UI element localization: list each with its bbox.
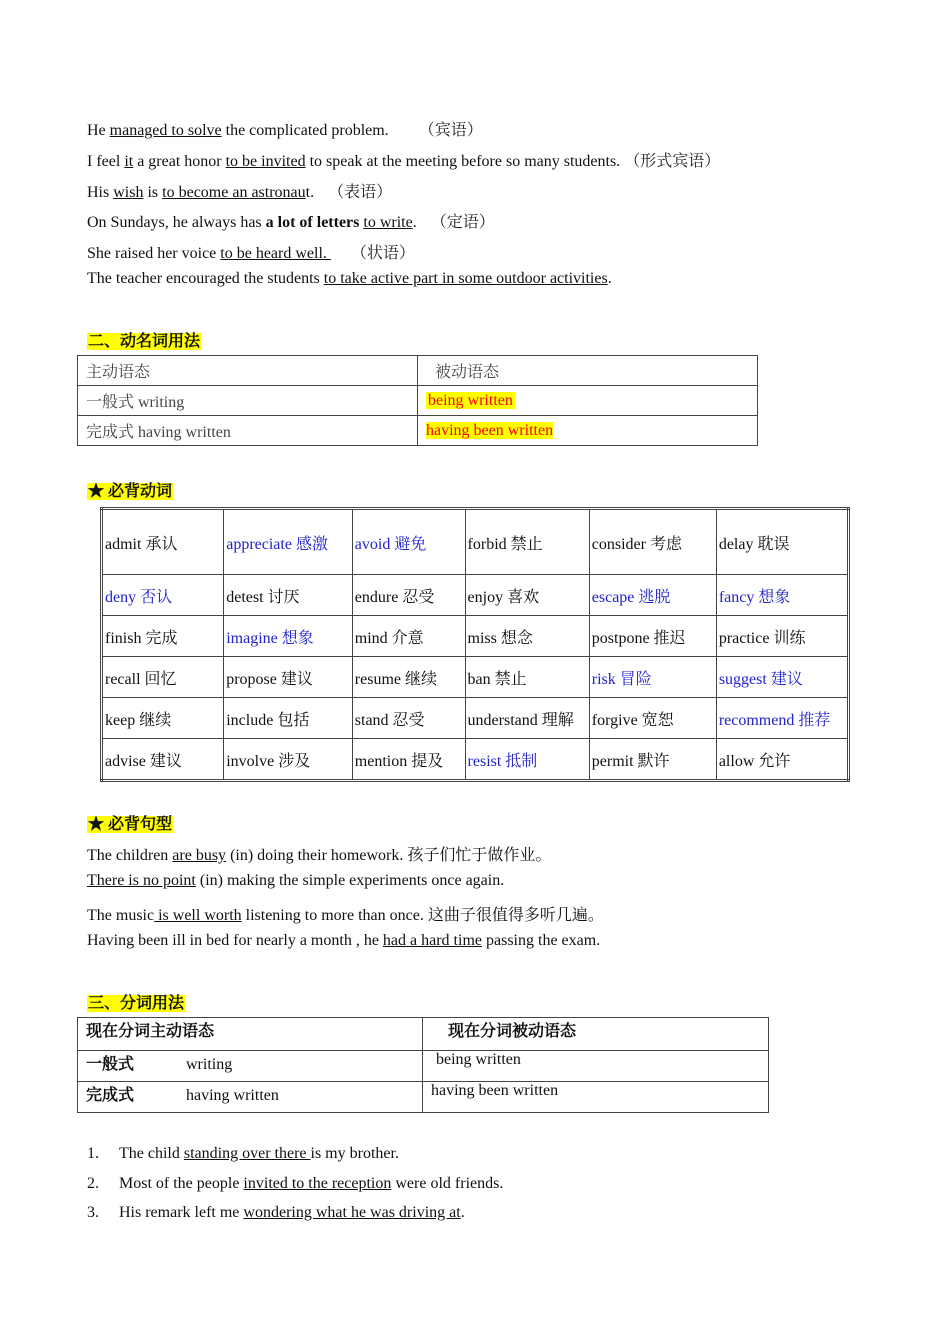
gerund-cell: 一般式 writing [78,386,418,416]
section-title-participle: 三、分词用法 [88,995,185,1012]
verb-cell: allow 允许 [716,739,848,781]
verb-cell: risk 冒险 [589,657,716,698]
verb-cell: detest 讨厌 [224,575,353,616]
participle-cell: 完成式 having written [78,1082,423,1113]
sentence-2: I feel it a great honor to be invited to speak at the meeting before so many students. （形式宾语） [87,153,721,170]
example-1: 1. The child standing over there is my brother. [87,1145,399,1162]
pattern-line-4: Having been ill in bed for nearly a month , he had a hard time passing the exam. [87,932,601,949]
sentence-4: On Sundays, he always has a lot of letters to write. （定语） [87,214,495,231]
verb-cell: mention 提及 [352,739,465,781]
participle-cell: having been written [423,1082,769,1113]
gerund-cell: being written [418,386,758,416]
verb-cell: finish 完成 [102,616,224,657]
verb-cell: ban 禁止 [465,657,589,698]
sentence-3: His wish is to become an astronaut. （表语） [87,184,393,201]
verb-cell: understand 理解 [465,698,589,739]
verbs-row [102,739,849,781]
verb-cell: consider 考虑 [589,509,716,575]
verb-cell: recall 回忆 [102,657,224,698]
verb-cell: practice 训练 [716,616,848,657]
participle-cell: being written [423,1051,769,1082]
sentence-1: He managed to solve the complicated problem. （宾语） [87,122,483,139]
verbs-row [102,698,849,739]
gerund-header-active: 主动语态 [78,356,418,386]
example-3: 3. His remark left me wondering what he was driving at. [87,1204,465,1221]
verb-cell: keep 继续 [102,698,224,739]
verb-cell: forgive 宽恕 [589,698,716,739]
verb-cell: miss 想念 [465,616,589,657]
verb-cell: involve 涉及 [224,739,353,781]
sentence-5: She raised her voice to be heard well. （状语） [87,245,415,262]
section-title-verbs: ★ 必背动词 [88,483,173,500]
verb-cell: delay 耽误 [716,509,848,575]
verb-cell: appreciate 感激 [224,509,353,575]
verb-cell: resist 抵制 [465,739,589,781]
verbs-row [102,616,849,657]
verb-cell: permit 默许 [589,739,716,781]
section-title-patterns: ★ 必背句型 [88,816,173,833]
verbs-table [100,507,850,782]
verb-cell: advise 建议 [102,739,224,781]
sentence-6: The teacher encouraged the students to take active part in some outdoor activities. [87,270,612,287]
verb-cell: propose 建议 [224,657,353,698]
verb-cell: stand 忍受 [352,698,465,739]
verb-cell: deny 否认 [102,575,224,616]
participle-header-active: 现在分词主动语态 [78,1018,423,1051]
participle-header-passive: 现在分词被动语态 [423,1018,769,1051]
gerund-table [77,355,758,446]
verb-cell: recommend 推荐 [716,698,848,739]
participle-table [77,1017,769,1113]
pattern-line-1: The children are busy (in) doing their homework. 孩子们忙于做作业。 [87,847,552,864]
gerund-header-passive: 被动语态 [418,356,758,386]
example-2: 2. Most of the people invited to the reception were old friends. [87,1175,504,1192]
verb-cell: suggest 建议 [716,657,848,698]
gerund-cell: having been written [418,416,758,446]
verb-cell: enjoy 喜欢 [465,575,589,616]
verb-cell: mind 介意 [352,616,465,657]
verb-cell: fancy 想象 [716,575,848,616]
verb-cell: avoid 避免 [352,509,465,575]
section-title-gerund: 二、动名词用法 [88,333,201,350]
verb-cell: endure 忍受 [352,575,465,616]
pattern-line-2: There is no point (in) making the simple experiments once again. [87,872,505,889]
verb-cell: forbid 禁止 [465,509,589,575]
verbs-row [102,509,849,575]
verb-cell: include 包括 [224,698,353,739]
verb-cell: escape 逃脱 [589,575,716,616]
participle-cell: 一般式 writing [78,1051,423,1082]
verb-cell: postpone 推迟 [589,616,716,657]
gerund-cell: 完成式 having written [78,416,418,446]
verbs-row [102,575,849,616]
verb-cell: imagine 想象 [224,616,353,657]
verb-cell: admit 承认 [102,509,224,575]
verb-cell: resume 继续 [352,657,465,698]
verbs-row [102,657,849,698]
pattern-line-3: The music is well worth listening to more than once. 这曲子很值得多听几遍。 [87,907,604,924]
